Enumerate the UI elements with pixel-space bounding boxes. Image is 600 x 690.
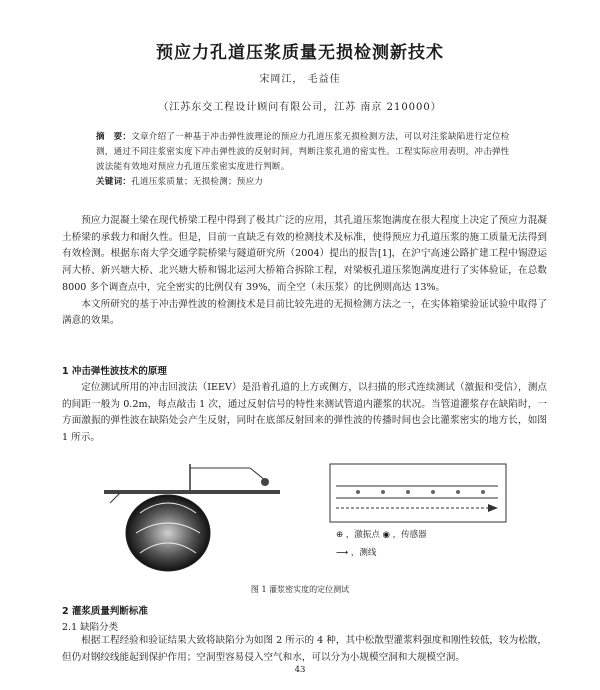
figure-1-right-illustration	[328, 462, 508, 524]
section-2-heading: 2 灌浆质量判断标准	[62, 606, 148, 617]
abstract	[96, 130, 516, 190]
sensor-legend-icon: ◉	[382, 530, 390, 540]
section-2-paragraph: 根据工程经验和验证结果大致将缺陷分为如图 2 所示的 4 种，其中松散型灌浆料强度和刚性较低，较为松散，但仍对钢绞线能起到保护作用；空洞型容易侵入空气和水，可以分为小规模空洞和大规模空洞。	[62, 635, 547, 663]
line-arrow-icon: ⟶	[336, 548, 349, 558]
affiliation: （江苏东交工程设计顾问有限公司，江苏 南京 210000）	[158, 102, 442, 113]
legend-sensor: 传感器	[401, 530, 427, 540]
authors: 宋岡江， 毛益佳	[259, 74, 341, 85]
section-1-body	[62, 380, 547, 447]
cable-line-2	[250, 468, 265, 480]
keywords-label: 关键词：	[96, 177, 132, 187]
duct-cross-section	[126, 495, 210, 571]
intro-section	[62, 213, 547, 330]
keywords: 孔道压浆质量；无损检测；预应力	[131, 177, 264, 187]
section-1-paragraph: 定位测试所用的冲击回波法（IEEV）是沿着孔道的上方或侧方，以扫描的形式连续测试（激振和受信），测点的间距一般为 0.2m，每点敲击 1 次，通过反射信号的特性来测试管道内灌浆的状况。当管道灌浆存在缺陷时，一方面激振的弹性波在缺陷处会产生反射，同时在底部反射回来的弹性波的传播时间也会比灌浆密实的地方长，如图 1 所示。	[62, 382, 547, 444]
page-number: 43	[294, 665, 306, 675]
sensor-icon	[261, 478, 269, 486]
hand-marker	[110, 493, 120, 503]
abstract-text: 文章介绍了一种基于冲击弹性波理论的预应力孔道压浆无损检测方法，可以对注浆缺陷进行定位检测，通过不同注浆密实度下冲击弹性波的反射时间，判断注浆孔道的密实性。工程实际应用表明，冲击弹性波法能有效地对预应力孔道压浆密实度进行判断。	[96, 132, 510, 172]
section-2-1-heading: 2.1 缺陷分类	[62, 622, 119, 633]
figure-legend: ⊕ ，激振点 ◉ ，传感器 ⟶ ，测线	[336, 530, 427, 558]
impact-point-icon: ⊕	[336, 530, 344, 540]
intro-paragraph-1: 预应力混凝土梁在现代桥梁工程中得到了极其广泛的应用，其孔道压浆饱满度在很大程度上决定了预应力混凝土桥梁的承载力和耐久性。但是，目前一直缺乏有效的检测技术及标准，使得预应力孔道压浆的施工质量无法得到有效检测。根据东南大学交通学院桥梁与隧道研究所（2004）提出的报告[1]，在沪宁高速公路扩建工程中锡澄运河大桥、新兴塘大桥、北兴塘大桥和锡北运河大桥箱合拆除工程，对梁板孔道压浆饱满度进行了实体验证，在总数 8000 多个调查点中，完全密实的比例仅有 39%，而全空（未压浆）的比例则高达 13%。	[62, 215, 547, 293]
section-1-heading: 1 冲击弹性波技术的原理	[62, 366, 167, 377]
section-2-body	[62, 633, 547, 666]
legend-survey-line: 测线	[359, 548, 377, 558]
paper-title: 预应力孔道压浆质量无损检测新技术	[156, 43, 444, 63]
intro-paragraph-2: 本文所研究的基于冲击弹性波的检测技术是目前比较先进的无损检测方法之一，在实体箱梁验证试验中取得了满意的效果。	[62, 298, 547, 327]
beam-top-edge	[104, 490, 280, 494]
figure-1-caption: 图 1 灌浆密实度的定位测试	[250, 585, 350, 594]
abstract-label: 摘 要：	[96, 132, 132, 142]
legend-impact-point: 激振点	[354, 530, 380, 540]
figure-1-left-illustration	[100, 458, 290, 573]
